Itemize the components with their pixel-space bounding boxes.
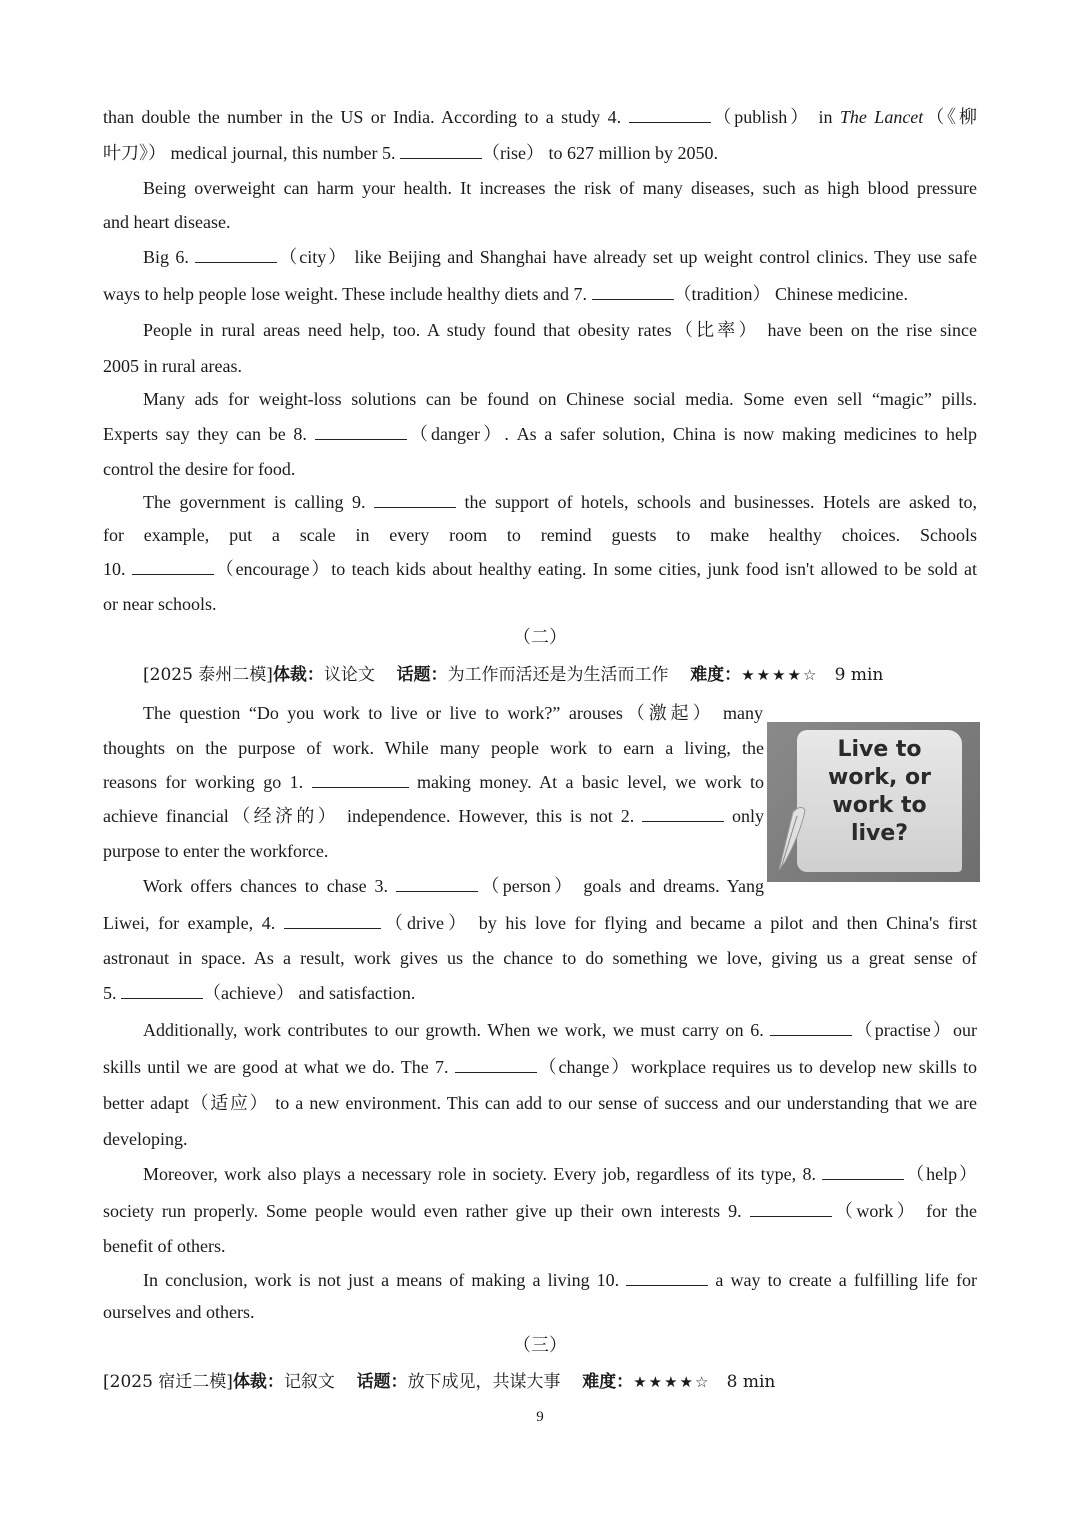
text-line: and heart disease. bbox=[103, 212, 231, 232]
text-line: skills until we are good at what we do. The 7. （change）workplace requires us to develop new skills to bbox=[103, 1054, 977, 1079]
section-heading: （二） bbox=[513, 627, 567, 647]
text-line: Moreover, work also plays a necessary role in society. Every job, regardless of its type, 8. （help） bbox=[143, 1161, 977, 1186]
difficulty-stars: ★★★★☆ bbox=[633, 1373, 711, 1391]
text-line: better adapt（适应） to a new environment. This can add to our sense of success and our understanding that we are bbox=[103, 1093, 977, 1113]
text-line: 叶刀》） medical journal, this number 5. （rise） to 627 million by 2050. bbox=[103, 140, 718, 165]
page-number: 9 bbox=[536, 1409, 544, 1425]
answer-blank[interactable] bbox=[592, 281, 674, 300]
text-line: developing. bbox=[103, 1129, 188, 1149]
text-line: reasons for working go 1. making money. At a basic level, we work to bbox=[103, 769, 764, 794]
answer-blank[interactable] bbox=[770, 1017, 852, 1036]
answer-blank[interactable] bbox=[315, 421, 407, 440]
text-line: Big 6. （city） like Beijing and Shanghai have already set up weight control clinics. They use safe bbox=[143, 244, 977, 269]
text-line: 2005 in rural areas. bbox=[103, 356, 242, 376]
text-line: In conclusion, work is not just a means of making a living 10. a way to create a fulfilling life for bbox=[143, 1267, 977, 1292]
text-line: ourselves and others. bbox=[103, 1302, 255, 1322]
answer-blank[interactable] bbox=[374, 489, 456, 508]
scroll-graphic bbox=[797, 730, 962, 872]
text-line: 10. （encourage）to teach kids about healthy eating. In some cities, junk food isn't allowed to be sold at bbox=[103, 556, 977, 581]
text-line: Being overweight can harm your health. It increases the risk of many diseases, such as high blood pressure bbox=[143, 178, 977, 198]
quill-icon bbox=[771, 802, 811, 872]
text-line: People in rural areas need help, too. A study found that obesity rates（比率） have been on the rise since bbox=[143, 320, 977, 340]
section-heading: （三） bbox=[513, 1335, 567, 1355]
text-line: or near schools. bbox=[103, 594, 217, 614]
answer-blank[interactable] bbox=[455, 1054, 537, 1073]
answer-blank[interactable] bbox=[750, 1198, 832, 1217]
answer-blank[interactable] bbox=[132, 556, 214, 575]
text-line: Work offers chances to chase 3. （person） goals and dreams. Yang bbox=[143, 873, 764, 898]
text-line: Liwei, for example, 4. （drive） by his love for flying and became a pilot and then China's first bbox=[103, 910, 977, 935]
answer-blank[interactable] bbox=[629, 104, 711, 123]
answer-blank[interactable] bbox=[195, 244, 277, 263]
text-line: control the desire for food. bbox=[103, 459, 296, 479]
answer-blank[interactable] bbox=[400, 140, 482, 159]
text-line: Experts say they can be 8. （danger）. As a safer solution, China is now making medicines to help bbox=[103, 421, 977, 446]
text-line: ways to help people lose weight. These include healthy diets and 7. （tradition） Chinese medicine. bbox=[103, 281, 908, 306]
answer-blank[interactable] bbox=[121, 980, 203, 999]
text-line: Additionally, work contributes to our growth. When we work, we must carry on 6. （practise）our bbox=[143, 1017, 977, 1042]
difficulty-stars: ★★★★☆ bbox=[741, 666, 819, 684]
answer-blank[interactable] bbox=[396, 873, 478, 892]
text-line: benefit of others. bbox=[103, 1236, 226, 1256]
text-line: for example, put a scale in every room to remind guests to make healthy choices. Schools bbox=[103, 525, 977, 545]
section-header: [2025 泰州二模]体裁：议论文 话题：为工作而活还是为生活而工作 难度：★★★★☆ 9 min bbox=[143, 665, 884, 685]
text-line: Many ads for weight-loss solutions can be found on Chinese social media. Some even sell “magic” pills. bbox=[143, 389, 977, 409]
image-caption: Live to work, or work to live? bbox=[828, 737, 931, 846]
text-line: thoughts on the purpose of work. While many people work to earn a living, the bbox=[103, 738, 764, 758]
text-line: astronaut in space. As a result, work gives us the chance to do something we love, giving us a great sense of bbox=[103, 948, 977, 968]
answer-blank[interactable] bbox=[822, 1161, 904, 1180]
live-to-work-image bbox=[767, 722, 980, 882]
text-line: purpose to enter the workforce. bbox=[103, 841, 329, 861]
answer-blank[interactable] bbox=[312, 769, 409, 788]
text-line: 5. （achieve） and satisfaction. bbox=[103, 980, 415, 1005]
text-line: society run properly. Some people would even rather give up their own interests 9. （work） for the bbox=[103, 1198, 977, 1223]
answer-blank[interactable] bbox=[642, 803, 724, 822]
text-line: achieve financial（经济的） independence. However, this is not 2. only bbox=[103, 803, 764, 828]
answer-blank[interactable] bbox=[284, 910, 381, 929]
section-header: [2025 宿迁二模]体裁：记叙文 话题：放下成见，共谋大事 难度：★★★★☆ 8 min bbox=[103, 1372, 776, 1392]
answer-blank[interactable] bbox=[626, 1267, 708, 1286]
text-line: The question “Do you work to live or live to work?” arouses（激起） many bbox=[143, 703, 763, 723]
text-line: than double the number in the US or India. According to a study 4. （publish） in The Lancet（《柳 bbox=[103, 104, 977, 129]
text-line: The government is calling 9. the support of hotels, schools and businesses. Hotels are asked to, bbox=[143, 489, 977, 514]
